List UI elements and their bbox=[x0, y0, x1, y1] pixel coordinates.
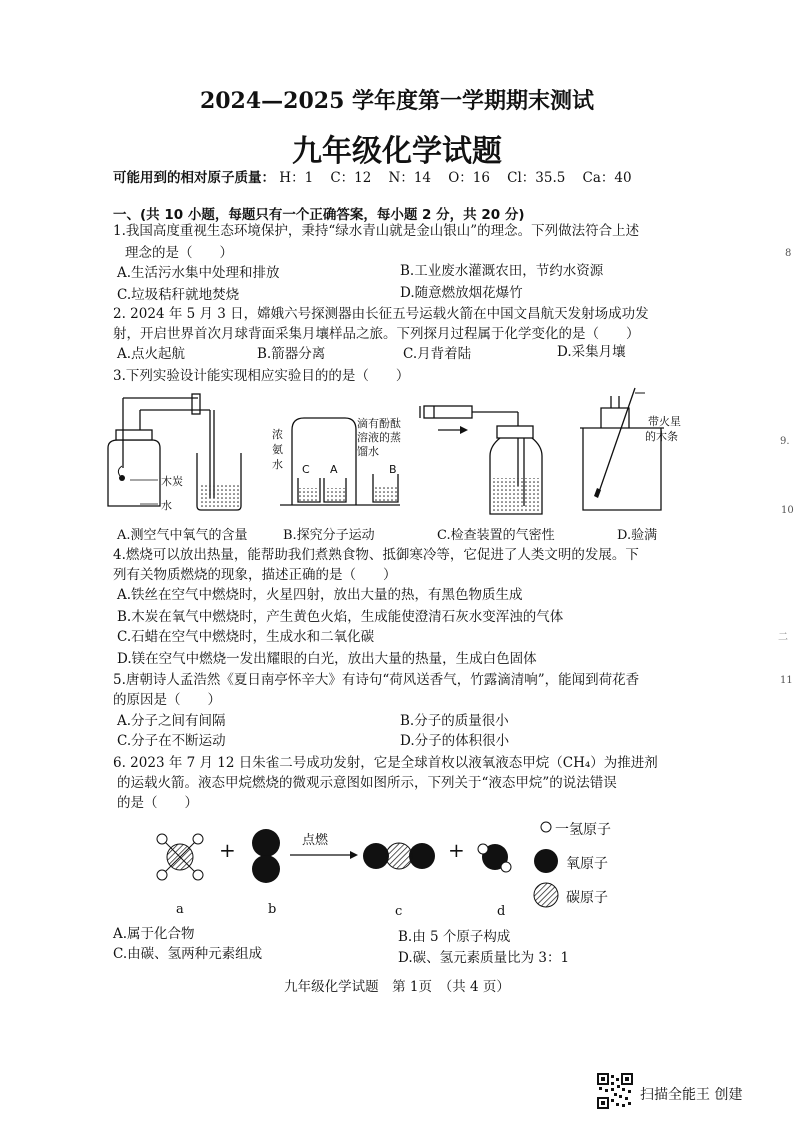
q5-option-c: C.分子在不断运动 bbox=[117, 733, 226, 749]
molecule-a bbox=[157, 834, 203, 880]
q1-option-a: A.生活污水集中处理和排放 bbox=[117, 265, 280, 281]
atomic-mass-label: 可能用到的相对原子质量： bbox=[113, 170, 275, 186]
q4-option-a: A.铁丝在空气中燃烧时，火星四射，放出大量的热，有黑色物质生成 bbox=[117, 587, 523, 603]
q3-label-ammonia-2: 氨 bbox=[272, 443, 283, 456]
page-footer: 九年级化学试题 第 1页 （共 4 页） bbox=[284, 979, 510, 995]
q5-stem-line2: 的原因是（ ） bbox=[113, 692, 221, 708]
q3-label-ammonia-3: 水 bbox=[272, 458, 283, 471]
q4-option-c: C.石蜡在空气中燃烧时，生成水和二氧化碳 bbox=[117, 629, 375, 645]
q6-stem-line3: 的是（ ） bbox=[117, 795, 198, 811]
q3-label-ammonia-1: 浓 bbox=[272, 428, 283, 441]
q3-figure-c bbox=[420, 396, 570, 521]
q3-label-splint-2: 的木条 bbox=[645, 430, 678, 443]
atomic-mass-line bbox=[113, 166, 632, 186]
atomic-mass-c: C：12 bbox=[330, 170, 372, 186]
q3-caption-d: D.验满 bbox=[617, 528, 658, 543]
q5-option-a: A.分子之间有间隔 bbox=[117, 713, 226, 729]
q3-figure-a bbox=[100, 388, 250, 518]
q3-label-water: 水 bbox=[161, 499, 172, 512]
q3-label-phenol-1: 滴有酚酞 bbox=[357, 417, 401, 430]
q2-option-a: A.点火起航 bbox=[117, 346, 186, 362]
q6-legend-carbon: 碳原子 bbox=[566, 890, 608, 906]
section-heading: 一、(共 10 小题，每题只有一个正确答案，每小题 2 分，共 20 分) bbox=[113, 207, 525, 223]
q2-stem-line2: 射，开启世界首次月球背面采集月壤样品之旅。下列探月过程属于化学变化的是（ ） bbox=[113, 326, 640, 342]
q3-label-phenol-2: 溶液的蒸 bbox=[357, 431, 401, 444]
q6-label-c: c bbox=[395, 904, 403, 919]
q3-caption-c: C.检查装置的气密性 bbox=[437, 528, 555, 543]
exam-title: 2024—2025 学年度第一学期期末测试 bbox=[199, 88, 595, 114]
edge-mark-1: 8 bbox=[785, 248, 792, 259]
q6-option-d: D.碳、氢元素质量比为 3：1 bbox=[398, 950, 570, 966]
subject-title: 九年级化学试题 bbox=[292, 134, 502, 169]
qr-code-icon bbox=[597, 1073, 633, 1109]
q4-stem-line1: 4.燃烧可以放出热量，能帮助我们煮熟食物、抵御寒冷等，它促进了人类文明的发展。下 bbox=[113, 547, 639, 563]
q3-label-beaker-c: C bbox=[302, 463, 310, 476]
q6-option-b: B.由 5 个原子构成 bbox=[398, 929, 511, 945]
q4-option-d: D.镁在空气中燃烧一发出耀眼的白光，放出大量的热量，生成白色固体 bbox=[117, 651, 537, 667]
atomic-mass-n: N：14 bbox=[388, 170, 432, 186]
edge-mark-5: 11 bbox=[780, 675, 793, 686]
q6-plus-1: + bbox=[219, 838, 236, 862]
q6-plus-2: + bbox=[448, 838, 465, 862]
q6-stem-line2: 的运载火箭。液态甲烷燃烧的微观示意图如图所示，下列关于“液态甲烷”的说法错误 bbox=[117, 775, 617, 791]
q1-option-c: C.垃圾秸秆就地焚烧 bbox=[117, 287, 240, 303]
atomic-mass-cl: Cl：35.5 bbox=[507, 170, 566, 186]
q6-label-d: d bbox=[497, 904, 506, 919]
q2-option-b: B.箭器分离 bbox=[257, 346, 326, 362]
molecule-d bbox=[478, 844, 511, 872]
q1-option-d: D.随意燃放烟花爆竹 bbox=[400, 285, 523, 301]
atomic-mass-ca: Ca：40 bbox=[582, 170, 632, 186]
q1-stem-line1: 1.我国高度重视生态环境保护，秉持“绿水青山就是金山银山”的理念。下列做法符合上述 bbox=[113, 223, 640, 239]
q2-option-c: C.月背着陆 bbox=[403, 346, 472, 362]
q5-stem-line1: 5.唐朝诗人孟浩然《夏日南亭怀辛大》有诗句“荷风送香气，竹露滴清响”，能闻到荷花香 bbox=[113, 672, 640, 688]
q6-condition: 点燃 bbox=[302, 833, 329, 848]
q3-label-beaker-b: B bbox=[389, 463, 397, 476]
edge-mark-4: 二 bbox=[778, 632, 788, 643]
q6-label-b: b bbox=[268, 902, 277, 917]
atomic-mass-h: H：1 bbox=[279, 170, 314, 186]
q3-caption-a: A.测空气中氧气的含量 bbox=[117, 528, 248, 543]
q2-stem-line1: 2. 2024 年 5 月 3 日，嫦娥六号探测器由长征五号运载火箭在中国文昌航天发射场成功发 bbox=[113, 306, 649, 322]
q3-figure-d bbox=[575, 388, 685, 518]
q3-label-charcoal: 木炭 bbox=[161, 475, 183, 488]
q3-label-splint-1: 带火星 bbox=[648, 415, 681, 428]
molecule-b bbox=[252, 829, 280, 883]
q6-option-a: A.属于化合物 bbox=[113, 926, 195, 942]
q1-option-b: B.工业废水灌溉农田，节约水资源 bbox=[400, 263, 604, 279]
q6-stem-line1: 6. 2023 年 7 月 12 日朱雀二号成功发射，它是全球首枚以液氧液态甲烷（CH₄）为推进剂 bbox=[113, 755, 658, 771]
q1-stem-line2: 理念的是（ ） bbox=[125, 245, 233, 261]
scanner-watermark: 扫描全能王 创建 bbox=[640, 1087, 743, 1103]
q5-option-d: D.分子的体积很小 bbox=[400, 733, 510, 749]
q3-label-beaker-a: A bbox=[330, 463, 338, 476]
q6-label-a: a bbox=[176, 902, 184, 917]
q5-option-b: B.分子的质量很小 bbox=[400, 713, 509, 729]
q6-legend-oxygen: 氧原子 bbox=[566, 856, 608, 872]
edge-mark-2: 9. bbox=[780, 436, 790, 447]
atomic-mass-o: O：16 bbox=[448, 170, 490, 186]
q3-caption-b: B.探究分子运动 bbox=[283, 528, 375, 543]
q3-label-phenol-3: 馏水 bbox=[357, 445, 379, 458]
q3-stem: 3.下列实验设计能实现相应实验目的的是（ ） bbox=[113, 368, 410, 384]
q6-option-c: C.由碳、氢两种元素组成 bbox=[113, 946, 263, 962]
edge-mark-3: 10 bbox=[781, 505, 794, 516]
q2-option-d: D.采集月壤 bbox=[557, 344, 626, 360]
q4-stem-line2: 列有关物质燃烧的现象，描述正确的是（ ） bbox=[113, 567, 397, 583]
molecule-c bbox=[363, 843, 435, 869]
q4-option-b: B.木炭在氧气中燃烧时，产生黄色火焰，生成能使澄清石灰水变浑浊的气体 bbox=[117, 609, 564, 625]
q6-legend-hydrogen: 一氢原子 bbox=[555, 822, 611, 838]
